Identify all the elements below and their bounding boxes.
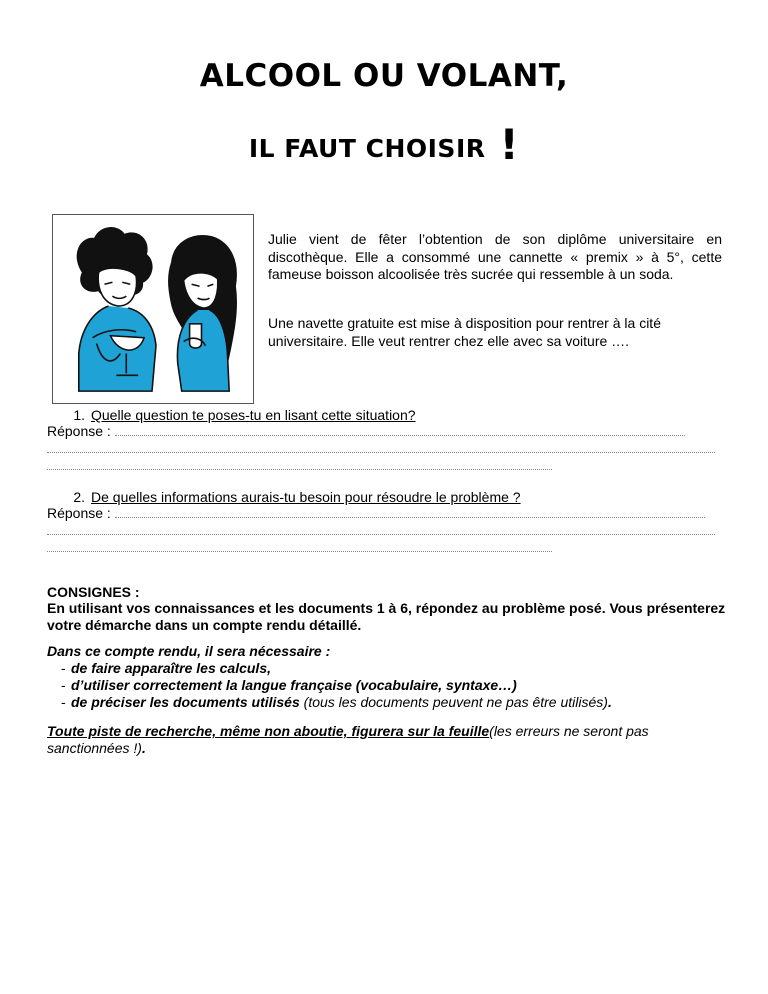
answer-1-line-3[interactable] — [47, 469, 552, 470]
title-line-1: ALCOOL OU VOLANT, — [199, 58, 569, 94]
compte-rendu-intro: Dans ce compte rendu, il sera nécessaire : — [47, 643, 331, 659]
left-woman-figure — [77, 228, 156, 391]
list-dash: - — [61, 677, 66, 693]
question-1-text: Quelle question te poses-tu en lisant cette situation? — [91, 407, 416, 423]
answer-2-line-1[interactable] — [115, 517, 705, 518]
final-instruction-end: . — [141, 740, 146, 756]
requirement-item — [47, 660, 612, 677]
consignes-body: En utilisant vos connaissances et les documents 1 à 6, répondez au problème posé. Vous présenterez votre démarche dans un compte rendu détaillé. — [47, 600, 726, 633]
title-line-2 — [0, 118, 768, 167]
women-drinking-drawing — [53, 215, 253, 403]
question-2-number: 2. — [73, 489, 85, 505]
final-instruction-bold: Toute piste de recherche, même non aboutie, figurera sur la feuille — [47, 723, 490, 739]
title-line-2-text: IL FAUT CHOISIR — [248, 134, 486, 163]
final-instruction — [47, 723, 727, 757]
question-1-number: 1. — [73, 407, 85, 423]
requirement-item — [47, 677, 612, 694]
question-1 — [47, 407, 416, 423]
consignes-title: CONSIGNES : — [47, 584, 140, 600]
answer-2-line-3[interactable] — [47, 551, 552, 552]
requirement-text: d’utiliser correctement la langue française (vocabulaire, syntaxe…) — [71, 677, 517, 693]
question-2-text: De quelles informations aurais-tu besoin pour résoudre le problème ? — [91, 489, 521, 505]
answer-2-line-2[interactable] — [47, 534, 715, 535]
compte-rendu-requirements — [47, 660, 612, 711]
question-2 — [47, 489, 521, 505]
list-dash: - — [61, 694, 66, 710]
requirement-end: . — [607, 694, 612, 710]
requirement-note: (tous les documents peuvent ne pas être utilisés) — [299, 694, 608, 710]
requirement-item — [47, 694, 612, 711]
title-exclamation: ! — [499, 120, 520, 169]
answer-1-label: Réponse : — [47, 423, 111, 439]
illustration-two-women — [52, 214, 254, 404]
list-dash: - — [61, 660, 66, 676]
requirement-text: de faire apparaître les calculs, — [71, 660, 271, 676]
answer-2-label: Réponse : — [47, 505, 111, 521]
right-woman-figure — [169, 236, 236, 391]
situation-paragraph-2: Une navette gratuite est mise à disposition pour rentrer à la cité universitaire. Elle veut rentrer chez elle avec sa voiture …. — [268, 315, 661, 349]
situation-paragraph-1: Julie vient de fêter l’obtention de son diplôme universitaire en discothèque. Elle a consommé une cannette « premix » à 5°, cette fameuse boisson alcoolisée très sucrée qui ressemble à un soda. — [268, 231, 722, 282]
answer-1-line-1[interactable] — [115, 435, 685, 436]
answer-1-line-2[interactable] — [47, 452, 715, 453]
requirement-text: de préciser les documents utilisés — [71, 694, 300, 710]
final-instruction-note: (les erreurs ne seront pas sanctionnées !) — [47, 723, 649, 756]
